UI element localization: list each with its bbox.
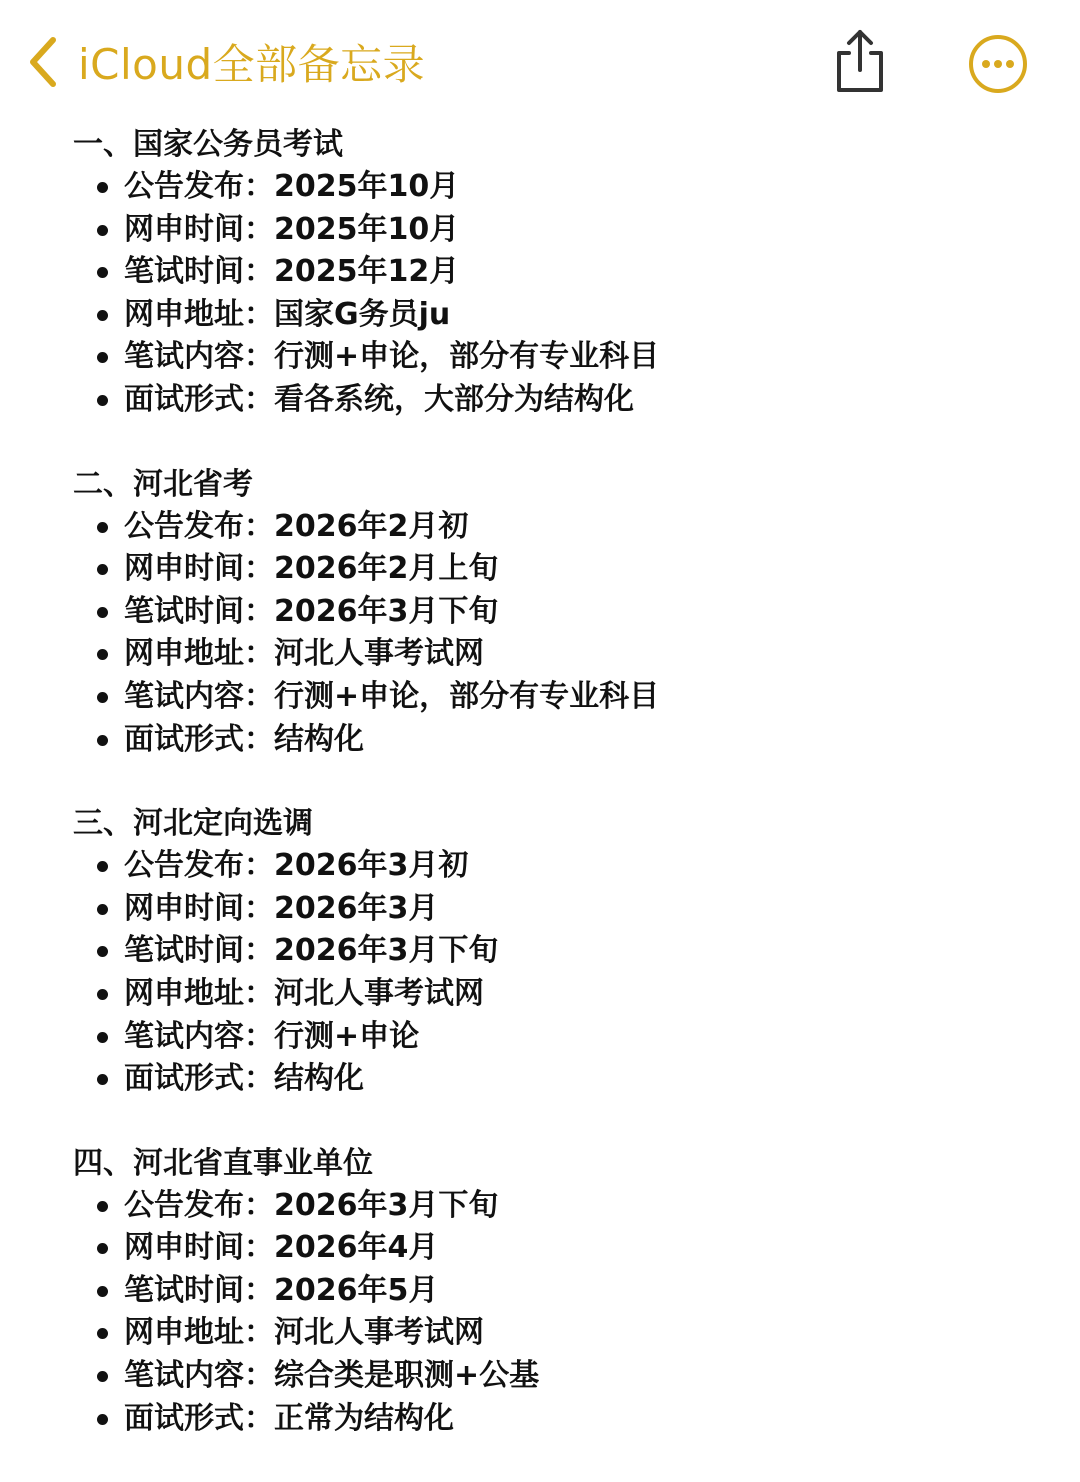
list-item-text: 笔试时间：2025年12月 xyxy=(124,254,460,290)
list-item-text: 网申时间：2026年3月 xyxy=(124,890,439,926)
bullet-dot-icon xyxy=(97,861,108,872)
ellipsis-circle-icon xyxy=(967,33,1029,95)
bullet-dot-icon xyxy=(97,225,108,236)
list-item xyxy=(73,1312,1033,1355)
bullet-dot-icon xyxy=(97,946,108,957)
list-item xyxy=(73,845,1033,888)
list-item xyxy=(73,888,1033,931)
list-item xyxy=(73,676,1033,719)
note-section xyxy=(73,1143,1033,1441)
note-body[interactable] xyxy=(73,124,1033,1482)
bullet-dot-icon xyxy=(97,564,108,575)
list-item xyxy=(73,548,1033,591)
section-heading: 二、河北省考 xyxy=(73,466,253,502)
list-item xyxy=(73,719,1033,762)
list-item xyxy=(73,294,1033,337)
bullet-dot-icon xyxy=(97,1074,108,1085)
bullet-dot-icon xyxy=(97,182,108,193)
list-item-text: 笔试时间：2026年3月下旬 xyxy=(124,593,499,629)
section-heading: 三、河北定向选调 xyxy=(73,806,313,842)
note-section xyxy=(73,803,1033,1101)
list-item-text: 网申时间：2026年2月上旬 xyxy=(124,551,499,587)
section-heading: 一、国家公务员考试 xyxy=(73,127,343,162)
bullet-dot-icon xyxy=(97,692,108,703)
list-item xyxy=(73,336,1033,379)
share-button[interactable] xyxy=(830,28,890,94)
bullet-dot-icon xyxy=(97,1371,108,1382)
bullet-dot-icon xyxy=(97,395,108,406)
list-item-text: 笔试时间：2026年3月下旬 xyxy=(124,933,499,969)
bullet-dot-icon xyxy=(97,989,108,1000)
list-item xyxy=(73,379,1033,422)
list-item-text: 网申时间：2025年10月 xyxy=(124,211,460,247)
bullet-dot-icon xyxy=(97,904,108,915)
list-item-text: 网申地址：河北人事考试网 xyxy=(124,636,484,672)
list-item xyxy=(73,166,1033,209)
bullet-list xyxy=(73,1185,1033,1441)
bullet-dot-icon xyxy=(97,1414,108,1425)
list-item-text: 公告发布：2026年2月初 xyxy=(124,508,469,544)
list-item-text: 笔试内容：行测+申论，部分有专业科目 xyxy=(124,678,660,714)
list-item xyxy=(73,633,1033,676)
bullet-list xyxy=(73,506,1033,762)
list-item xyxy=(73,1398,1033,1441)
bullet-dot-icon xyxy=(97,1201,108,1212)
list-item xyxy=(73,1058,1033,1101)
bullet-dot-icon xyxy=(97,607,108,618)
list-item-text: 网申地址：河北人事考试网 xyxy=(124,1315,484,1351)
list-item-text: 网申地址：国家G务员ju xyxy=(124,296,451,332)
list-item-text: 公告发布：2026年3月下旬 xyxy=(124,1187,499,1223)
bullet-dot-icon xyxy=(97,522,108,533)
bullet-dot-icon xyxy=(97,352,108,363)
note-section xyxy=(73,464,1033,762)
bullet-dot-icon xyxy=(97,649,108,660)
more-options-button[interactable] xyxy=(967,33,1029,95)
list-item xyxy=(73,1270,1033,1313)
bullet-dot-icon xyxy=(97,1032,108,1043)
back-button-label: iCloud全部备忘录 xyxy=(78,40,426,89)
list-item-text: 公告发布：2026年3月初 xyxy=(124,848,469,884)
list-item-text: 面试形式：结构化 xyxy=(124,721,364,757)
list-item-text: 面试形式：看各系统，大部分为结构化 xyxy=(124,381,634,417)
list-item-text: 笔试内容：行测+申论，部分有专业科目 xyxy=(124,339,660,375)
list-item xyxy=(73,1185,1033,1228)
bullet-dot-icon xyxy=(97,310,108,321)
list-item-text: 网申时间：2026年4月 xyxy=(124,1230,439,1266)
bullet-dot-icon xyxy=(97,735,108,746)
list-item-text: 网申地址：河北人事考试网 xyxy=(124,975,484,1011)
bullet-list xyxy=(73,845,1033,1101)
bullet-dot-icon xyxy=(97,1286,108,1297)
list-item xyxy=(73,251,1033,294)
bullet-dot-icon xyxy=(97,1243,108,1254)
note-section xyxy=(73,124,1033,422)
list-item xyxy=(73,1355,1033,1398)
back-button[interactable] xyxy=(26,30,425,94)
section-heading: 四、河北省直事业单位 xyxy=(73,1145,373,1181)
navigation-bar xyxy=(0,0,1080,120)
chevron-left-icon xyxy=(26,36,60,88)
bullet-list xyxy=(73,166,1033,422)
list-item-text: 笔试内容：综合类是职测+公基 xyxy=(124,1358,540,1394)
list-item xyxy=(73,973,1033,1016)
list-item-text: 笔试时间：2026年5月 xyxy=(124,1272,439,1308)
list-item-text: 公告发布：2025年10月 xyxy=(124,169,460,204)
list-item-text: 面试形式：正常为结构化 xyxy=(124,1400,454,1436)
list-item xyxy=(73,930,1033,973)
list-item xyxy=(73,1227,1033,1270)
bullet-dot-icon xyxy=(97,267,108,278)
list-item xyxy=(73,591,1033,634)
list-item xyxy=(73,506,1033,549)
list-item-text: 面试形式：结构化 xyxy=(124,1061,364,1097)
list-item-text: 笔试内容：行测+申论 xyxy=(124,1018,420,1054)
list-item xyxy=(73,1016,1033,1059)
bullet-dot-icon xyxy=(97,1328,108,1339)
list-item xyxy=(73,209,1033,252)
share-icon xyxy=(830,28,890,94)
